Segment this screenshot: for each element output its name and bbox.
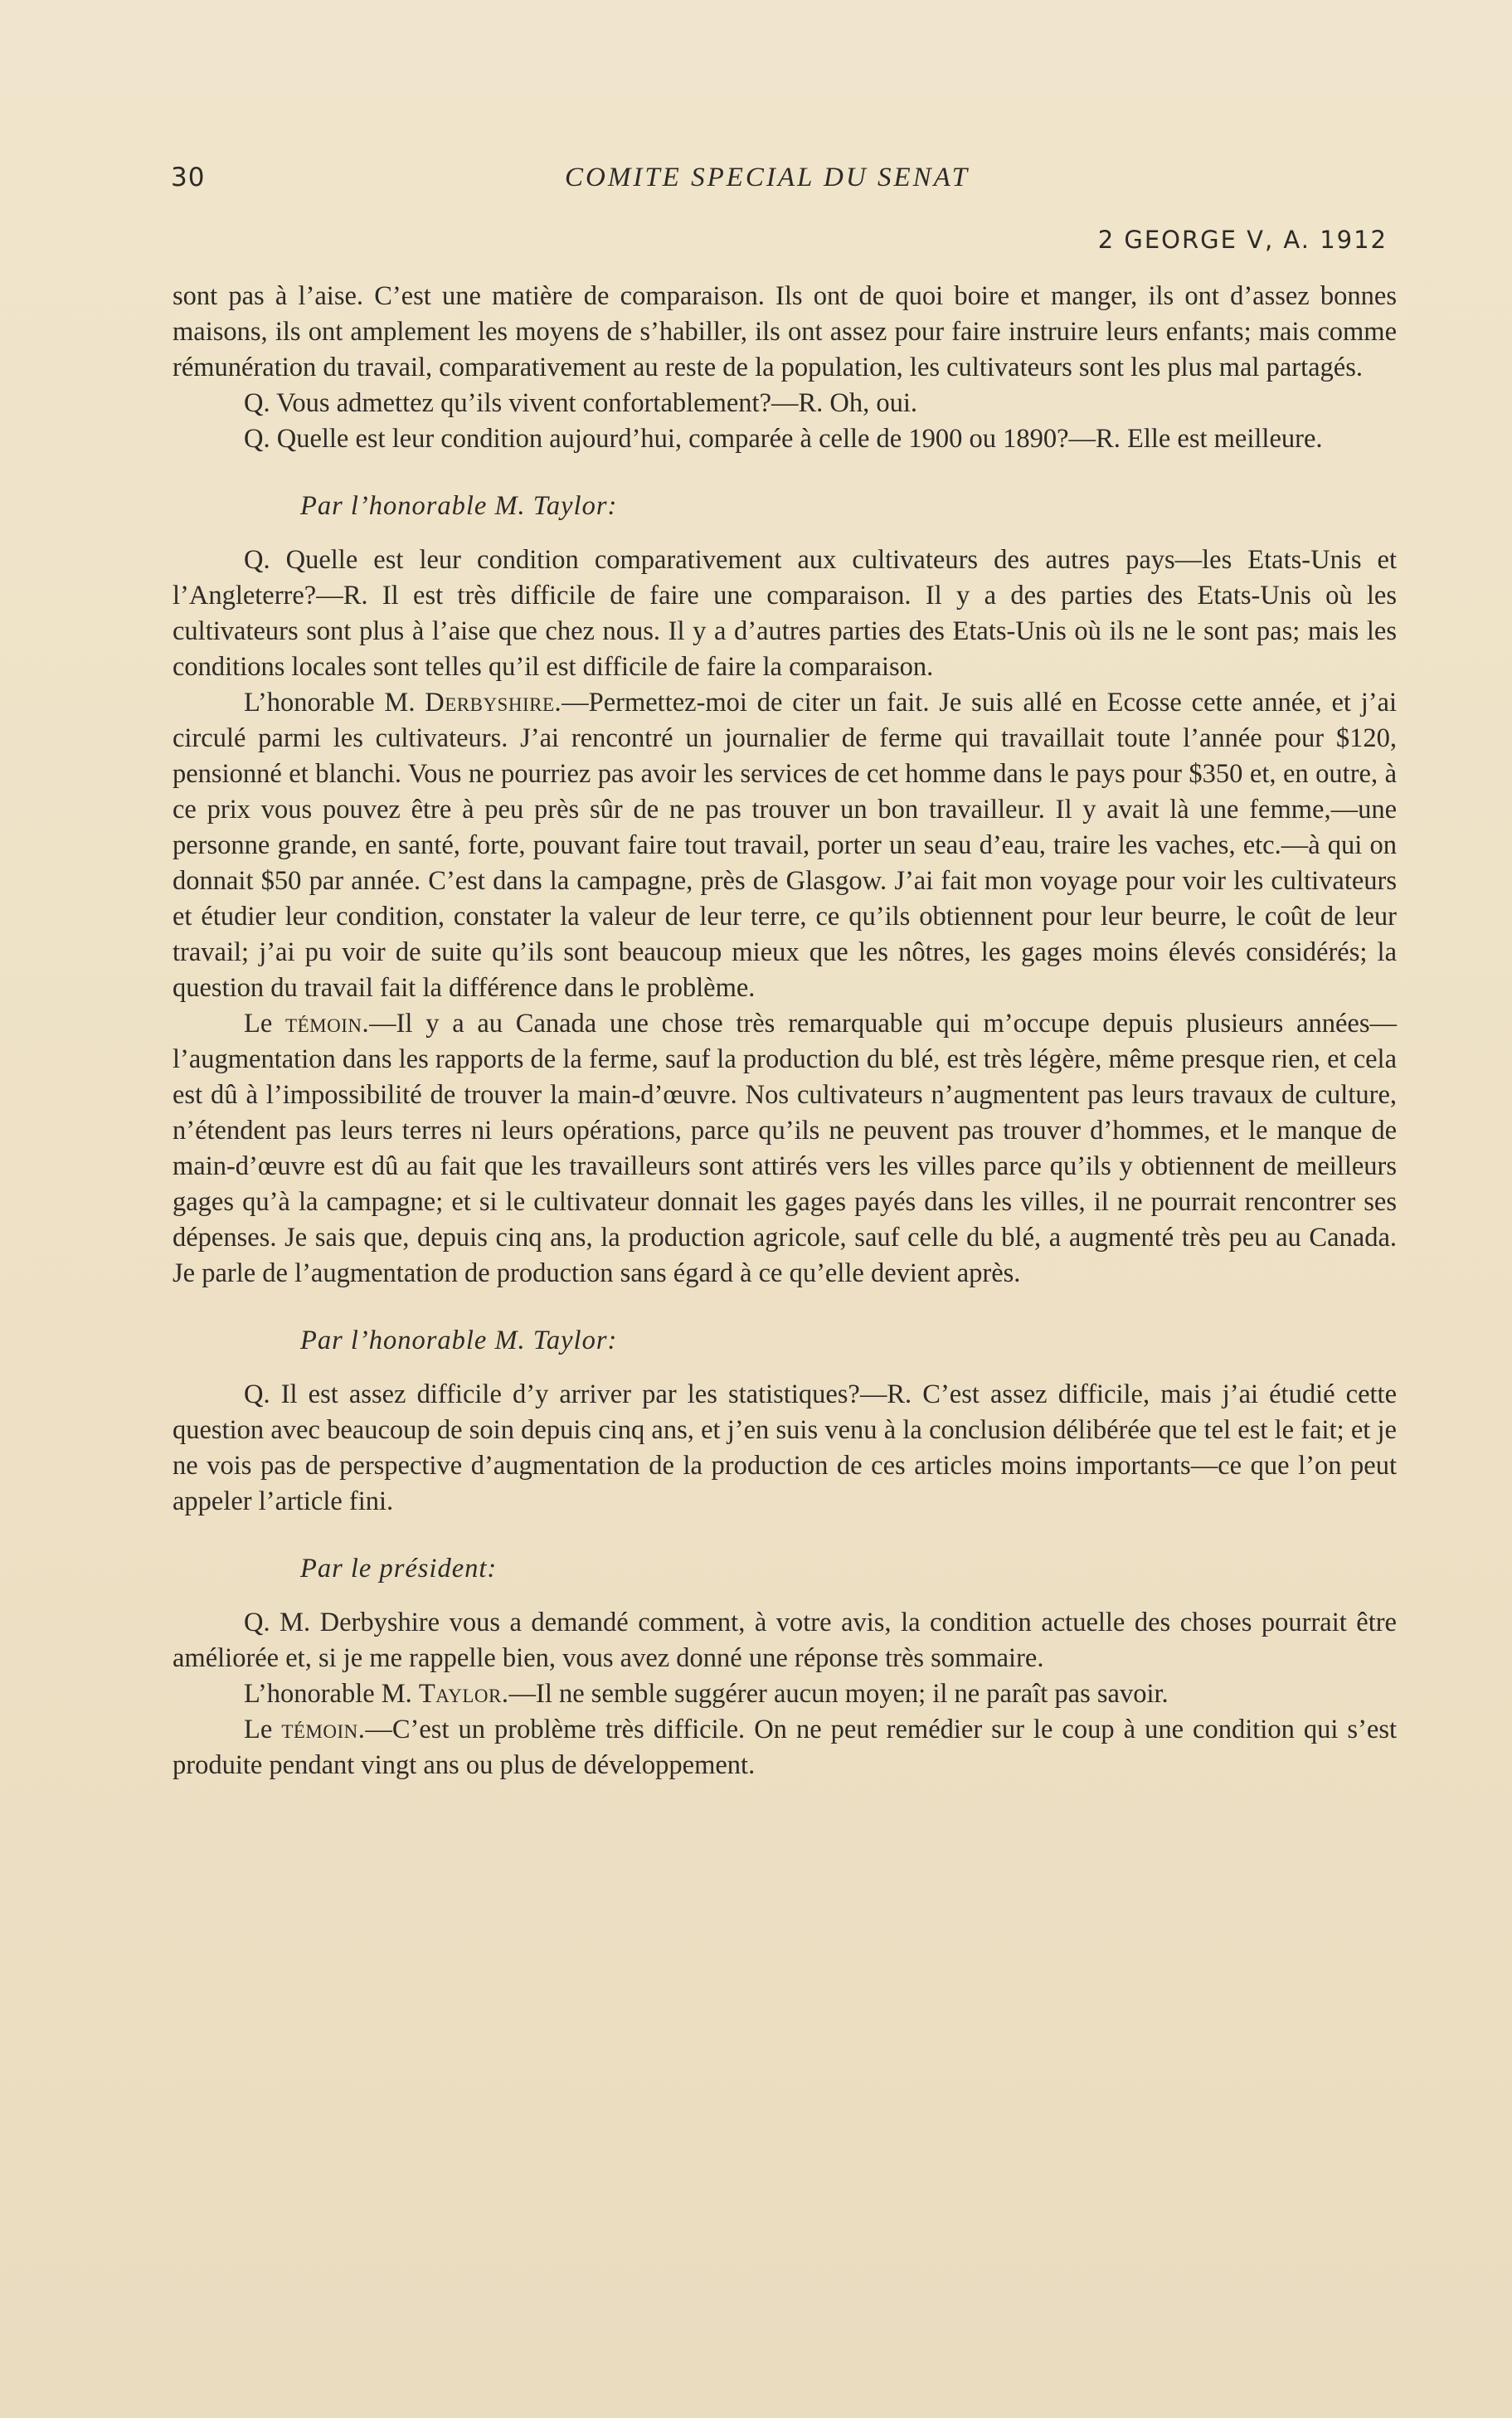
paragraph: Q. M. Derbyshire vous a demandé comment, à votre avis, la condition actuelle des choses pourrait être améliorée et, si je me rappelle bien, vous avez donné une réponse très sommaire. — [173, 1608, 1397, 1673]
session-designation: 2 GEORGE V, A. 1912 — [1097, 226, 1388, 254]
body-text — [173, 279, 1397, 1783]
speaker-prefix: L’honorable M. — [244, 1679, 419, 1709]
speaker-name: Derbyshire. — [425, 688, 562, 718]
speaker-name: témoin. — [285, 1009, 370, 1039]
paragraph: Q. Quelle est leur condition comparativement aux cultivateurs des autres pays—les Etats-Unis et l’Angleterre?—R. Il est très difficile de faire une comparaison. Il y a des parties des Etats-Unis où les cultivateurs sont plus à l’aise que chez nous. Il y a d’autres parties des Etats-Unis où ils ne le sont pas; mais les conditions locales sont telles qu’il est difficile de faire la comparaison. — [173, 545, 1397, 682]
section-heading: Par l’honorable M. Taylor: — [300, 491, 618, 521]
paragraph: Q. Quelle est leur condition aujourd’hui, comparée à celle de 1900 ou 1890?—R. Elle est meilleure. — [244, 424, 1323, 454]
paragraph — [173, 1006, 1397, 1292]
speaker-name: Taylor. — [418, 1679, 509, 1709]
paragraph: Q. Il est assez difficile d’y arriver par les statistiques?—R. C’est assez difficile, mais j’ai étudié cette question avec beaucoup de soin depuis cinq ans, et j’en suis venu à la conclusion délibérée que tel est le fait; et je ne vois pas de perspective d’augmentation de la production de ces articles moins importants—ce que l’on peut appeler l’article fini. — [173, 1379, 1397, 1516]
paragraph — [173, 1712, 1397, 1783]
speaker-prefix: Le — [244, 1715, 282, 1744]
section-heading: Par l’honorable M. Taylor: — [300, 1326, 618, 1355]
running-title: COMITE SPECIAL DU SENAT — [565, 163, 970, 192]
speech-text: —Il y a au Canada une chose très remarquable qui m’occupe depuis plusieurs années—l’augmentation dans les rapports de la ferme, sauf la production du blé, est très légère, même presque rien, et cela est dû à l’impossibilité de trouver la main-d’œuvre. Nos cultivateurs n’augmentent pas leurs travaux de culture, n’étendent pas leurs terres ni leurs opérations, parce qu’ils ne peuvent pas trouver d’hommes, et le manque de main-d’œuvre est dû au fait que les travailleurs sont attirés vers les villes parce qu’ils y obtiennent de meilleurs gages qu’à la campagne; et si le cultivateur donnait les gages payés dans les villes, il ne pourrait rencontrer ses dépenses. Je sais que, depuis cinq ans, la production agricole, sauf celle du blé, a augmenté très peu au Canada. Je parle de l’augmentation de production sans égard à ce qu’elle devient après. — [173, 1009, 1397, 1288]
page-number: 30 — [171, 163, 206, 192]
speaker-prefix: L’honorable M. — [244, 688, 425, 718]
section-heading: Par le président: — [300, 1554, 498, 1584]
page-header — [171, 163, 1398, 204]
speaker-prefix: Le — [244, 1009, 286, 1039]
speaker-name: témoin. — [281, 1715, 366, 1744]
speech-text: —Permettez-moi de citer un fait. Je suis allé en Ecosse cette année, et j’ai circulé parmi les cultivateurs. J’ai rencontré un journalier de ferme qui travaillait toute l’année pour $120, pensionné et blanchi. Vous ne pourriez pas avoir les services de cet homme dans le pays pour $350 et, en outre, à ce prix vous pouvez être à peu près sûr de ne pas trouver un bon travailleur. Il y avait là une femme,—une personne grande, en santé, forte, pouvant faire tout travail, porter un seau d’eau, traire les vaches, etc.—à qui on donnait $50 par année. C’est dans la campagne, près de Glasgow. J’ai fait mon voyage pour voir les cultivateurs et étudier leur condition, constater la valeur de leur terre, ce qu’ils obtiennent pour leur beurre, le coût de leur travail; j’ai pu voir de suite qu’ils sont beaucoup mieux que les nôtres, les gages moins élevés considérés; la question du travail fait la différence dans le problème. — [173, 688, 1397, 1003]
speech-text: —Il ne semble suggérer aucun moyen; il ne paraît pas savoir. — [508, 1679, 1169, 1709]
paragraph: Q. Vous admettez qu’ils vivent confortablement?—R. Oh, oui. — [244, 388, 918, 418]
speech-text: —C’est un problème très difficile. On ne peut remédier sur le coup à une condition qui s’est produite pendant vingt ans ou plus de développement. — [173, 1715, 1397, 1780]
paragraph — [173, 685, 1397, 1006]
paragraph: sont pas à l’aise. C’est une matière de comparaison. Ils ont de quoi boire et manger, ils ont d’assez bonnes maisons, ils ont amplement les moyens de s’habiller, ils ont assez pour faire instruire leurs enfants; mais comme rémunération du travail, comparativement au reste de la population, les cultivateurs sont les plus mal partagés. — [173, 281, 1397, 382]
paragraph — [173, 1676, 1397, 1712]
